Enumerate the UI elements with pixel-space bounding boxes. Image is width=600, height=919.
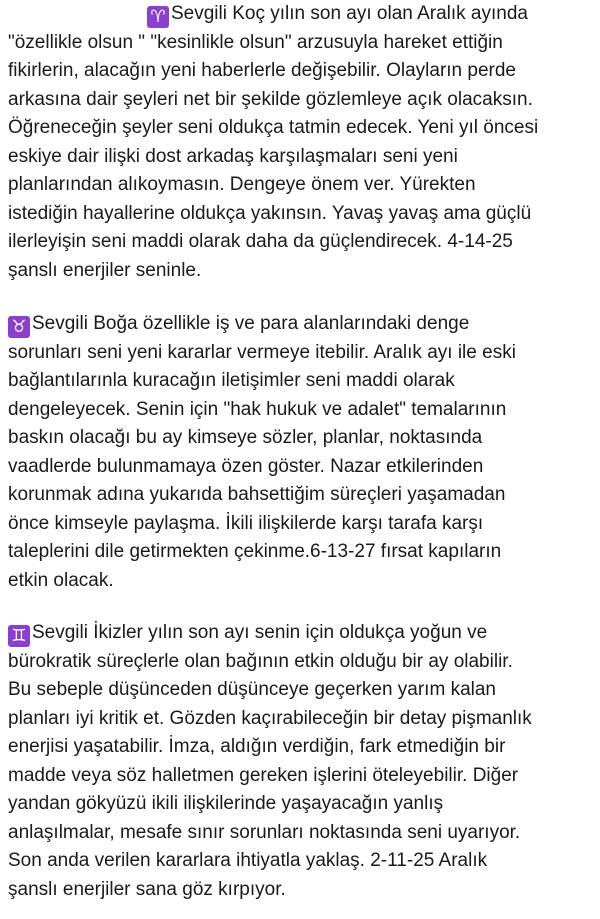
- paragraph-line: ilerleyişin seni maddi olarak daha da güçlendirecek. 4-14-25: [8, 231, 513, 252]
- paragraph-line: [8, 619, 594, 648]
- paragraph-line: dengeleyecek. Senin için "hak hukuk ve adalet" temalarının: [8, 398, 507, 420]
- paragraph-line: enerjisi yaşatabilir. İmza, aldığın verdiğin, fark etmediğin bir: [8, 736, 506, 757]
- paragraph-line: taleplerini dile getirmekten çekinme.6-13-27 fırsat kapıların: [8, 541, 502, 562]
- paragraph-line: bağlantılarınla kuracağın iletişimler seni maddi olarak: [8, 370, 455, 391]
- paragraph-line: etkin olacak.: [8, 569, 114, 591]
- paragraph-line: yandan gökyüzü ikili ilişkilerinde yaşayacağın yanlış: [8, 793, 444, 814]
- gemini-icon: ♊: [8, 625, 30, 647]
- paragraph-line: Son anda verilen kararlara ihtiyatla yaklaş. 2-11-25 Aralık: [8, 850, 488, 871]
- paragraph-line: baskın olacağı bu ay kimseye sözler, planlar, noktasında: [8, 427, 483, 448]
- aries-icon: ♈: [147, 6, 169, 28]
- line-text: Sevgili Koç yılın son ayı olan Aralık ayında: [171, 3, 528, 24]
- paragraph-line: Bu sebeple düşünceden düşünceye geçerken yarım kalan: [8, 679, 496, 700]
- paragraph-line: istediğin hayallerine oldukça yakınsın. Yavaş yavaş ama güçlü: [8, 202, 532, 224]
- paragraph-line: bürokratik süreçlerle olan bağının etkin olduğu bir ay olabilir.: [8, 650, 513, 672]
- paragraph-line: şanslı enerjiler sana göz kırpıyor.: [8, 878, 286, 900]
- aries-paragraph: [8, 0, 594, 285]
- taurus-icon: ♉: [8, 316, 30, 338]
- paragraph-line: "özellikle olsun " "kesinlikle olsun" arzusuyla hareket ettiğin: [8, 31, 503, 53]
- taurus-paragraph: [8, 310, 594, 595]
- paragraph-line: madde veya söz halletmen gereken işlerini öteleyebilir. Diğer: [8, 764, 519, 786]
- gemini-paragraph: [8, 619, 594, 904]
- line-text: Sevgili İkizler yılın son ayı senin için oldukça yoğun ve: [32, 622, 488, 643]
- paragraph-line: anlaşılmalar, mesafe sınır sorunları noktasında seni uyarıyor.: [8, 821, 521, 843]
- paragraph-line: önce kimseyle paylaşma. İkili ilişkilerde karşı tarafa karşı: [8, 512, 484, 534]
- paragraph-line: [8, 310, 594, 339]
- paragraph-line: fikirlerin, alacağın yeni haberlerle değişebilir. Olayların perde: [8, 60, 516, 81]
- paragraph-line: eskiye dair ilişki dost arkadaş karşılaşmaları seni yeni: [8, 145, 458, 167]
- line-text: Sevgili Boğa özellikle iş ve para alanlarındaki denge: [32, 313, 470, 334]
- paragraph-line: sorunları seni yeni kararlar vermeye itebilir. Aralık ayı ile eski: [8, 341, 516, 363]
- paragraph-line: planları iyi kritik et. Gözden kaçırabileceğin bir detay pişmanlık: [8, 707, 532, 729]
- paragraph-line: korunmak adına yukarıda bahsettiğim süreçleri yaşamadan: [8, 484, 506, 505]
- paragraph-line: vaadlerde bulunmamaya özen göster. Nazar etkilerinden: [8, 455, 484, 477]
- paragraph-line: Öğreneceğin şeyler seni oldukça tatmin edecek. Yeni yıl öncesi: [8, 117, 539, 138]
- paragraph-line: şanslı enerjiler seninle.: [8, 259, 202, 281]
- paragraph-line: planlarından alıkoymasın. Dengeye önem ver. Yürekten: [8, 174, 476, 195]
- paragraph-line: arkasına dair şeyleri net bir şekilde gözlemleye açık olacaksın.: [8, 88, 533, 110]
- paragraph-line: [8, 0, 594, 29]
